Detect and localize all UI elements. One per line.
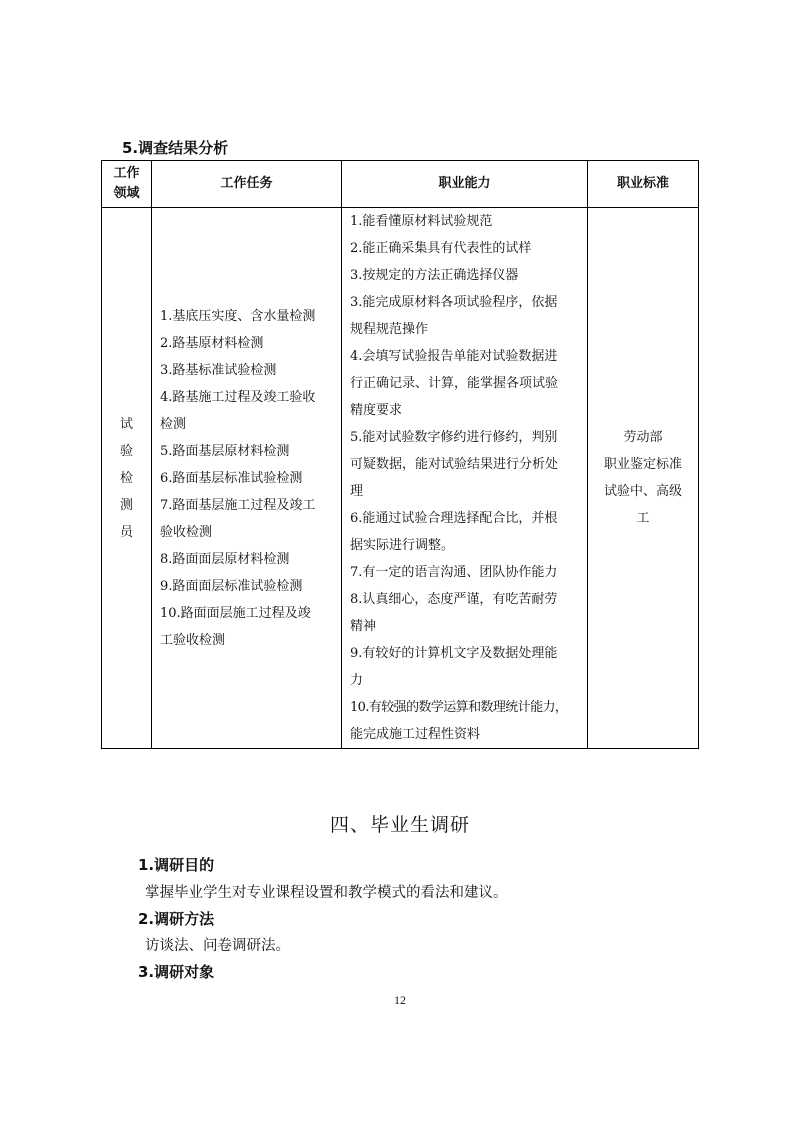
section-heading: 5.调查结果分析 [122, 139, 229, 157]
header-work-task: 工作任务 [152, 161, 342, 208]
ability-line: 3.能完成原材料各项试验程序，依据 [350, 295, 558, 310]
header-vocational-ability: 职业能力 [342, 161, 588, 208]
work-domain-cell [102, 208, 152, 749]
ability-line: 理 [350, 484, 364, 499]
ability-line: 4.会填写试验报告单能对试验数据进 [350, 349, 558, 364]
task-line: 检测 [160, 416, 187, 432]
task-line: 6.路面基层标准试验检测 [160, 470, 303, 486]
work-task-cell [152, 208, 342, 749]
ability-line: 行正确记录、计算，能掌握各项试验 [350, 376, 559, 391]
task-line: 工验收检测 [160, 632, 226, 648]
table-row [102, 208, 699, 749]
task-line: 1.基底压实度、含水量检测 [160, 308, 316, 324]
task-line: 5.路面基层原材料检测 [160, 443, 290, 459]
standard-line: 劳动部 [623, 430, 663, 445]
ability-line: 6.能通过试验合理选择配合比，并根 [350, 511, 558, 526]
task-line: 2.路基原材料检测 [160, 335, 264, 351]
ability-line: 1.能看懂原材料试验规范 [350, 214, 493, 229]
item-heading-subject: 3.调研对象 [138, 963, 215, 981]
item-text-method: 访谈法、问卷调研法。 [145, 938, 290, 954]
ability-line: 规程规范操作 [350, 322, 429, 337]
ability-line: 精度要求 [350, 403, 403, 418]
vocational-ability-cell [342, 208, 588, 749]
ability-line: 据实际进行调整。 [350, 538, 455, 553]
task-line: 3.路基标准试验检测 [160, 362, 277, 378]
domain-char: 测 [119, 497, 133, 513]
item-heading-method: 2.调研方法 [138, 910, 215, 928]
chapter-title: 四、毕业生调研 [329, 814, 470, 836]
domain-char: 员 [119, 524, 133, 540]
standard-line: 工 [636, 511, 650, 526]
vocational-standard-cell [588, 208, 699, 749]
standard-line: 试验中、高级 [603, 484, 682, 499]
item-heading-purpose: 1.调研目的 [138, 856, 215, 874]
ability-line: 8.认真细心，态度严谨，有吃苦耐劳 [350, 592, 558, 607]
ability-line: 10.有较强的数学运算和数理统计能力， [350, 700, 568, 715]
item-text-purpose: 掌握毕业学生对专业课程设置和教学模式的看法和建议。 [145, 885, 508, 901]
table-header-row [102, 161, 699, 208]
ability-line: 能完成施工过程性资料 [350, 727, 481, 742]
ability-line: 2.能正确采集具有代表性的试样 [350, 241, 532, 256]
survey-results-table [101, 160, 699, 749]
ability-line: 9.有较好的计算机文字及数据处理能 [350, 646, 558, 661]
ability-line: 7.有一定的语言沟通、团队协作能力 [350, 565, 558, 580]
page-number: 12 [394, 993, 406, 1007]
domain-char: 试 [119, 416, 133, 432]
standard-line: 职业鉴定标准 [603, 457, 682, 472]
ability-line: 力 [350, 673, 364, 688]
ability-line: 精神 [350, 619, 377, 634]
ability-line: 可疑数据，能对试验结果进行分析处 [350, 457, 559, 472]
domain-char: 检 [119, 470, 133, 486]
task-line: 10.路面面层施工过程及竣 [160, 605, 311, 621]
header-work-domain: 工作 领域 [102, 161, 152, 208]
domain-char: 验 [119, 443, 133, 459]
ability-line: 3.按规定的方法正确选择仪器 [350, 268, 519, 283]
task-line: 4.路基施工过程及竣工验收 [160, 389, 316, 405]
task-line: 8.路面面层原材料检测 [160, 551, 290, 567]
ability-line: 5.能对试验数字修约进行修约，判别 [350, 430, 558, 445]
task-line: 验收检测 [160, 524, 213, 540]
task-line: 7.路面基层施工过程及竣工 [160, 497, 316, 513]
task-line: 9.路面面层标准试验检测 [160, 578, 303, 594]
header-vocational-standard: 职业标准 [588, 161, 699, 208]
